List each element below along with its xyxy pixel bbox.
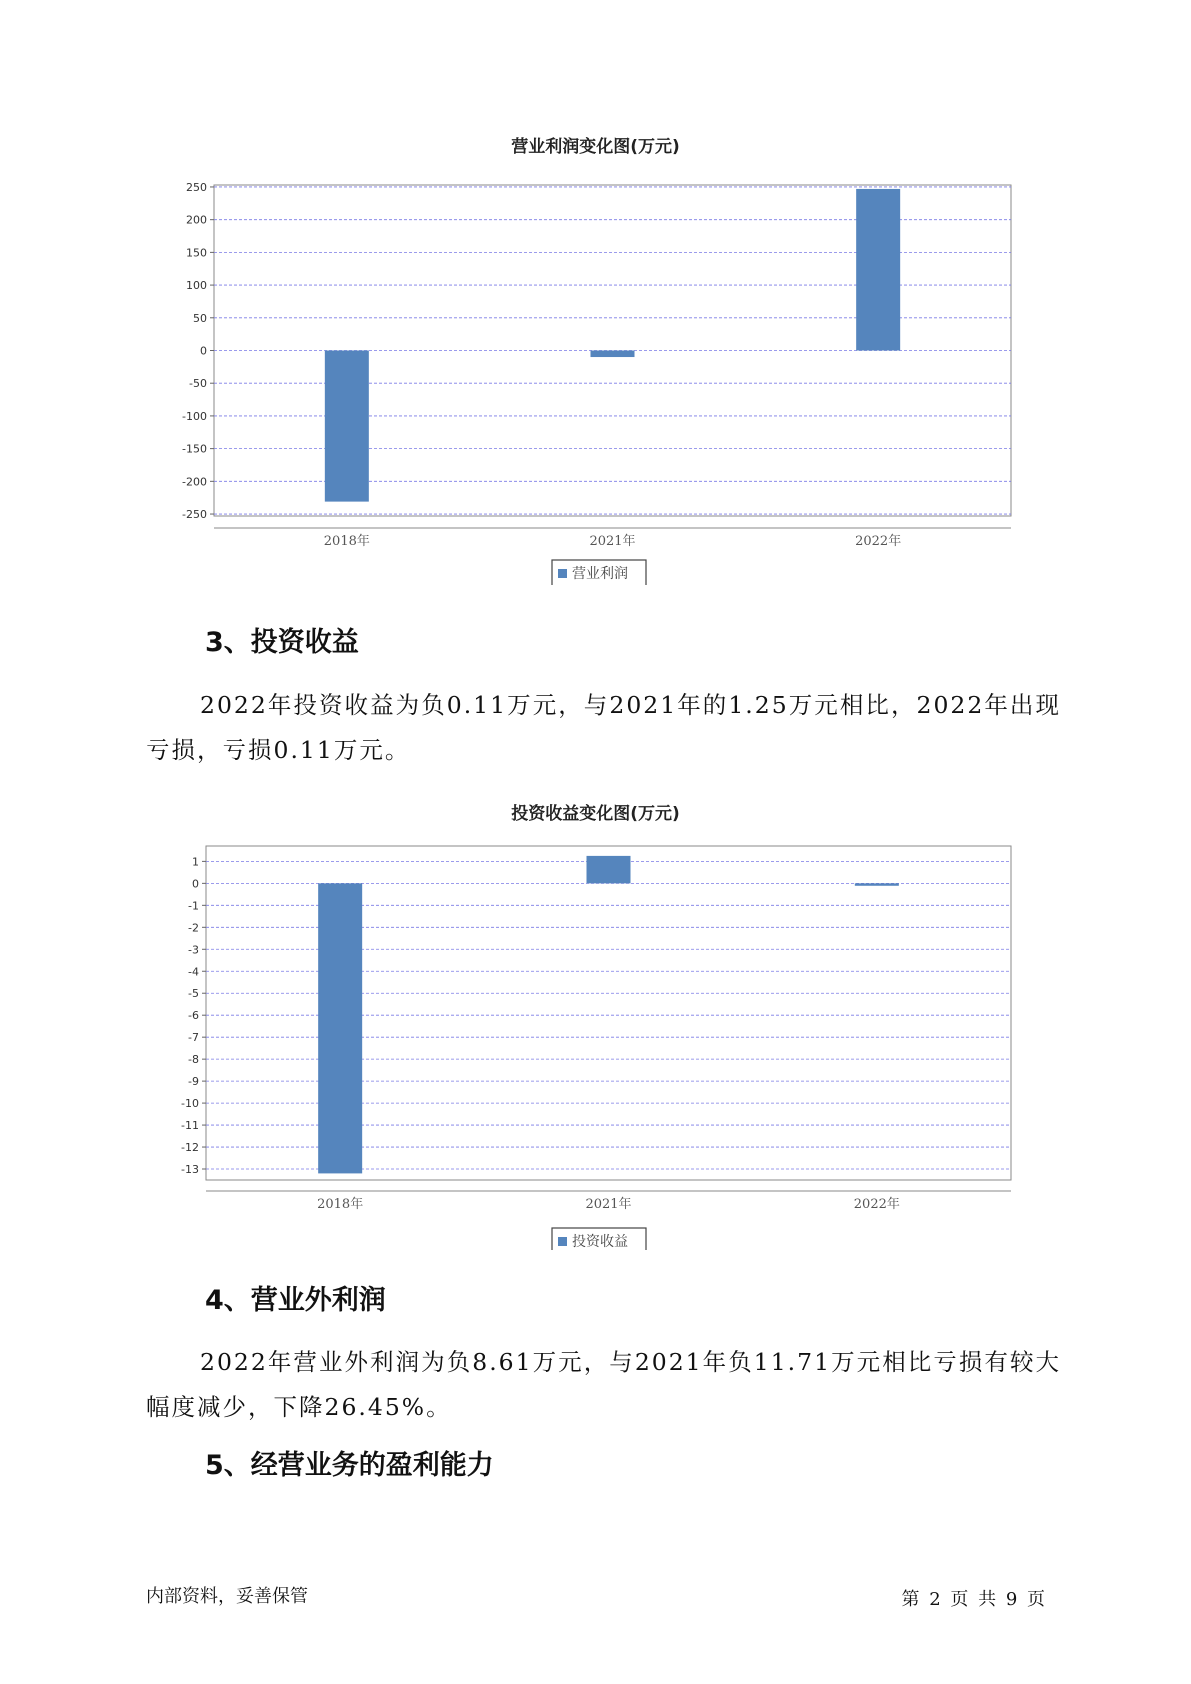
section-3-paragraph: 2022年投资收益为负0.11万元，与2021年的1.25万元相比，2022年出现亏损，亏损0.11万元。	[146, 691, 1061, 764]
legend-label: 营业利润	[572, 566, 628, 582]
y-tick-label: 0	[200, 344, 207, 358]
y-tick-label: 0	[192, 877, 199, 891]
y-tick-label: 1	[192, 855, 199, 869]
y-tick-label: -150	[182, 442, 207, 456]
footer-confidential-note: 内部资料，妥善保管	[146, 1586, 308, 1607]
y-tick-label: -5	[188, 987, 199, 1001]
legend	[552, 560, 646, 585]
bar-2021年	[591, 351, 635, 358]
y-tick-label: -10	[181, 1097, 199, 1111]
y-tick-label: -12	[181, 1141, 199, 1155]
footer-page-number: 第 2 页 共 9 页	[901, 1589, 1045, 1610]
y-tick-label: -200	[182, 475, 207, 489]
y-tick-label: -2	[188, 921, 199, 935]
y-tick-label: 250	[186, 180, 207, 194]
chart1-title: 营业利润变化图(万元)	[511, 137, 680, 157]
y-tick-label: -4	[188, 965, 199, 979]
y-tick-label: -13	[181, 1163, 199, 1177]
x-category-label: 2021年	[585, 1197, 632, 1212]
bar-2022年	[856, 189, 900, 351]
y-tick-label: -8	[188, 1053, 199, 1067]
bar-2021年	[587, 856, 631, 883]
section-3-heading: 3、投资收益	[205, 627, 359, 658]
y-tick-label: 200	[186, 213, 207, 227]
legend-label: 投资收益	[572, 1234, 628, 1250]
y-tick-label: -3	[188, 943, 199, 957]
section-4-paragraph: 2022年营业外利润为负8.61万元，与2021年负11.71万元相比亏损有较大幅度减少，下降26.45%。	[146, 1348, 1061, 1421]
section-4-heading: 4、营业外利润	[205, 1285, 386, 1316]
investment-income-chart	[0, 830, 1191, 1250]
bar-2018年	[325, 351, 369, 502]
x-category-label: 2021年	[589, 534, 636, 549]
legend-swatch	[558, 1237, 567, 1246]
y-tick-label: -6	[188, 1009, 199, 1023]
y-tick-label: -1	[188, 899, 199, 913]
section-5-heading: 5、经营业务的盈利能力	[205, 1450, 494, 1481]
x-category-label: 2018年	[323, 534, 370, 549]
y-tick-label: -9	[188, 1075, 199, 1089]
chart2-title: 投资收益变化图(万元)	[511, 804, 680, 824]
x-category-label: 2022年	[855, 534, 902, 549]
operating-profit-chart	[0, 165, 1191, 585]
y-tick-label: 50	[193, 311, 207, 325]
y-tick-label: 100	[186, 279, 207, 293]
bar-2018年	[318, 883, 362, 1173]
legend-swatch	[558, 569, 567, 578]
y-tick-label: 150	[186, 246, 207, 260]
y-tick-label: -100	[182, 409, 207, 423]
y-tick-label: -11	[181, 1119, 199, 1133]
y-tick-label: -250	[182, 508, 207, 522]
legend	[552, 1228, 646, 1250]
y-tick-label: -50	[189, 377, 207, 391]
y-tick-label: -7	[188, 1031, 199, 1045]
x-category-label: 2018年	[317, 1197, 364, 1212]
bar-2022年	[855, 883, 899, 885]
x-category-label: 2022年	[853, 1197, 900, 1212]
